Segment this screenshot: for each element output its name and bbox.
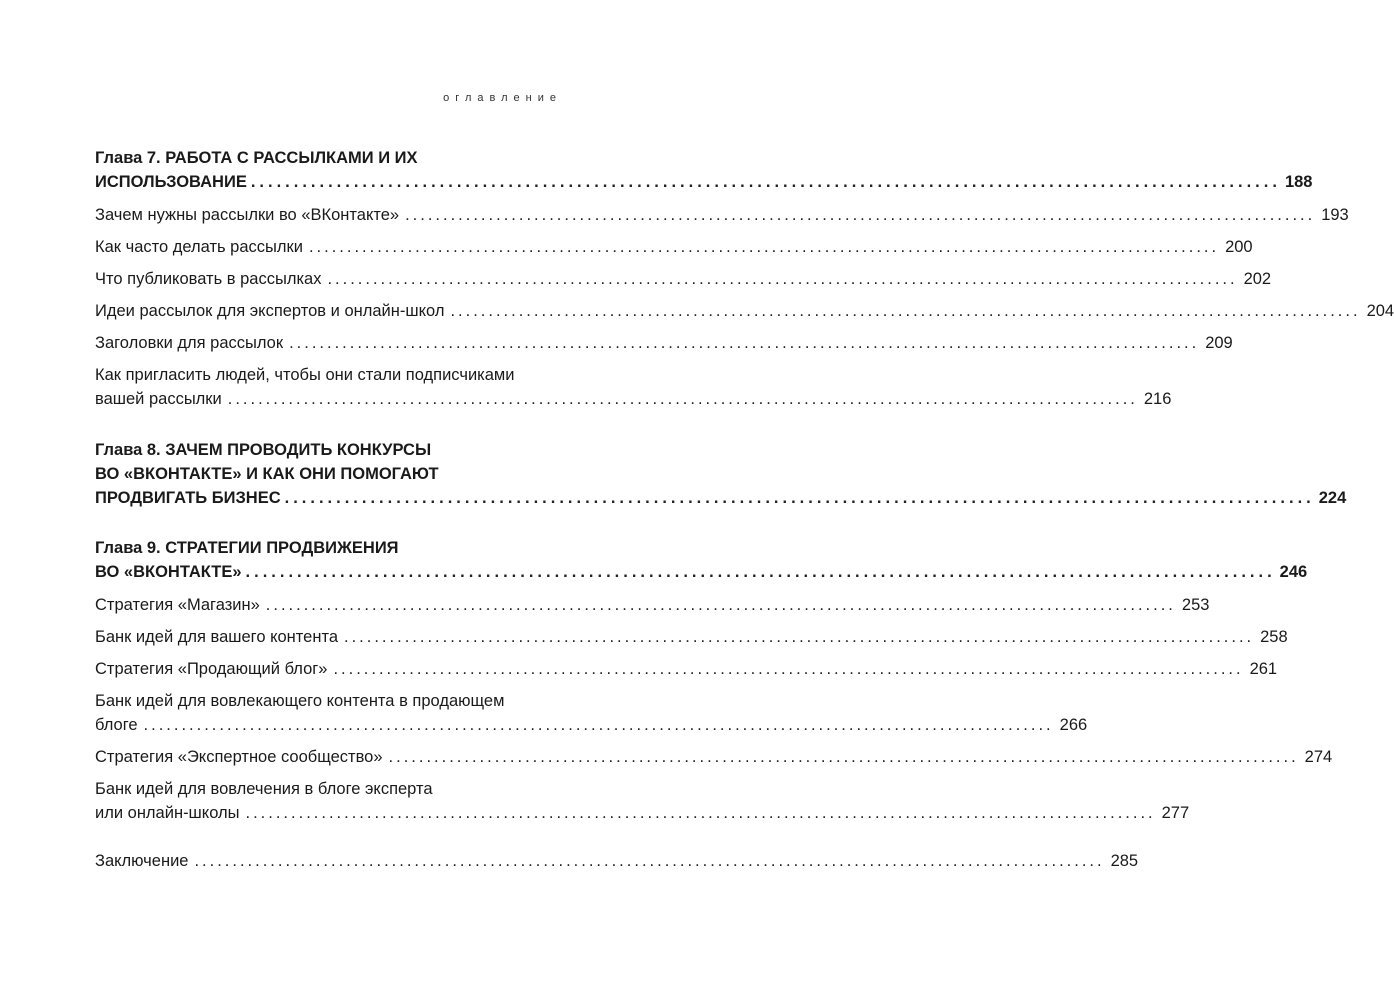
toc-text: Стратегия «Экспертное сообщество» bbox=[95, 748, 383, 766]
toc-entry bbox=[95, 777, 1190, 825]
toc-text: ИСПОЛЬЗОВАНИЕ bbox=[95, 173, 247, 191]
toc-line: Банк идей для вовлекающего контента в продающем bbox=[95, 692, 505, 710]
toc-entry bbox=[95, 331, 1233, 355]
toc-line: Как пригласить людей, чтобы они стали подписчиками bbox=[95, 366, 515, 384]
toc-chapter-7 bbox=[95, 146, 1313, 194]
dot-leader: ........................................................................................................................ bbox=[327, 270, 1238, 288]
page-number: 193 bbox=[1321, 206, 1349, 224]
dot-leader: ........................................................................................................................ bbox=[245, 804, 1156, 822]
toc-entry bbox=[95, 267, 1272, 291]
page-number: 277 bbox=[1161, 804, 1190, 822]
dot-leader: ........................................................................................................................ bbox=[289, 334, 1200, 352]
toc-entry bbox=[95, 363, 1172, 411]
dot-leader: ........................................................................................................................ bbox=[405, 206, 1316, 224]
dot-leader: ........................................................................................................................ bbox=[308, 238, 1220, 256]
toc-entry-conclusion bbox=[95, 849, 1139, 873]
toc-text: вашей рассылки bbox=[95, 390, 222, 408]
toc-chapter-8 bbox=[95, 438, 1347, 510]
toc-line-with-page bbox=[95, 170, 1313, 194]
toc-text: ПРОДВИГАТЬ БИЗНЕС bbox=[95, 489, 281, 507]
toc-entry bbox=[95, 299, 1394, 323]
toc-text: Зачем нужны рассылки во «ВКонтакте» bbox=[95, 206, 400, 224]
dot-leader: ........................................................................................................................ bbox=[250, 173, 1281, 191]
toc-entry bbox=[95, 625, 1288, 649]
toc-text: Как часто делать рассылки bbox=[95, 238, 303, 256]
section-header: оглавление bbox=[443, 92, 562, 104]
toc-text: Банк идей для вашего контента bbox=[95, 628, 339, 646]
page-number: 266 bbox=[1059, 716, 1088, 734]
dot-leader: ........................................................................................................................ bbox=[265, 596, 1176, 614]
toc-text: Заключение bbox=[95, 852, 189, 870]
page-number: 274 bbox=[1304, 748, 1333, 766]
page-number: 188 bbox=[1284, 173, 1313, 191]
dot-leader: ........................................................................................................................ bbox=[344, 628, 1255, 646]
toc-text: блоге bbox=[95, 716, 138, 734]
page-number: 224 bbox=[1318, 489, 1347, 507]
page-number: 253 bbox=[1181, 596, 1210, 614]
toc-text: Стратегия «Магазин» bbox=[95, 596, 260, 614]
page-number: 246 bbox=[1279, 563, 1308, 581]
toc-entry bbox=[95, 657, 1278, 681]
page-number: 258 bbox=[1260, 628, 1288, 646]
table-of-contents bbox=[95, 146, 1394, 873]
toc-text: ВО «ВКОНТАКТЕ» bbox=[95, 563, 242, 581]
page-number: 285 bbox=[1110, 852, 1139, 870]
toc-text: или онлайн-школы bbox=[95, 804, 240, 822]
toc-entry bbox=[95, 689, 1088, 737]
toc-text: Заголовки для рассылок bbox=[95, 334, 284, 352]
toc-line: Глава 8. ЗАЧЕМ ПРОВОДИТЬ КОНКУРСЫ bbox=[95, 441, 432, 459]
toc-entry bbox=[95, 745, 1333, 769]
dot-leader: ........................................................................................................................ bbox=[388, 748, 1299, 766]
toc-line: ВО «ВКОНТАКТЕ» И КАК ОНИ ПОМОГАЮТ bbox=[95, 465, 439, 483]
toc-text: Стратегия «Продающий блог» bbox=[95, 660, 328, 678]
dot-leader: ........................................................................................................................ bbox=[245, 563, 1276, 581]
page-number: 209 bbox=[1205, 334, 1233, 352]
page-number: 261 bbox=[1249, 660, 1278, 678]
toc-line: Банк идей для вовлечения в блоге эксперта bbox=[95, 780, 433, 798]
toc-text: Что публиковать в рассылках bbox=[95, 270, 322, 288]
page-number: 204 bbox=[1366, 302, 1394, 320]
dot-leader: ........................................................................................................................ bbox=[194, 852, 1105, 870]
dot-leader: ........................................................................................................................ bbox=[284, 489, 1315, 507]
dot-leader: ........................................................................................................................ bbox=[450, 302, 1361, 320]
toc-line: Глава 9. СТРАТЕГИИ ПРОДВИЖЕНИЯ bbox=[95, 539, 399, 557]
toc-chapter-9 bbox=[95, 536, 1308, 584]
dot-leader: ........................................................................................................................ bbox=[333, 660, 1244, 678]
toc-text: Идеи рассылок для экспертов и онлайн-школ bbox=[95, 302, 445, 320]
dot-leader: ........................................................................................................................ bbox=[143, 716, 1054, 734]
page-number: 216 bbox=[1143, 390, 1172, 408]
page-number: 200 bbox=[1225, 238, 1253, 256]
toc-entry bbox=[95, 235, 1253, 259]
toc-entry bbox=[95, 593, 1210, 617]
page-number: 202 bbox=[1243, 270, 1272, 288]
toc-entry bbox=[95, 203, 1349, 227]
toc-line: Глава 7. РАБОТА С РАССЫЛКАМИ И ИХ bbox=[95, 149, 418, 167]
dot-leader: ........................................................................................................................ bbox=[227, 390, 1138, 408]
